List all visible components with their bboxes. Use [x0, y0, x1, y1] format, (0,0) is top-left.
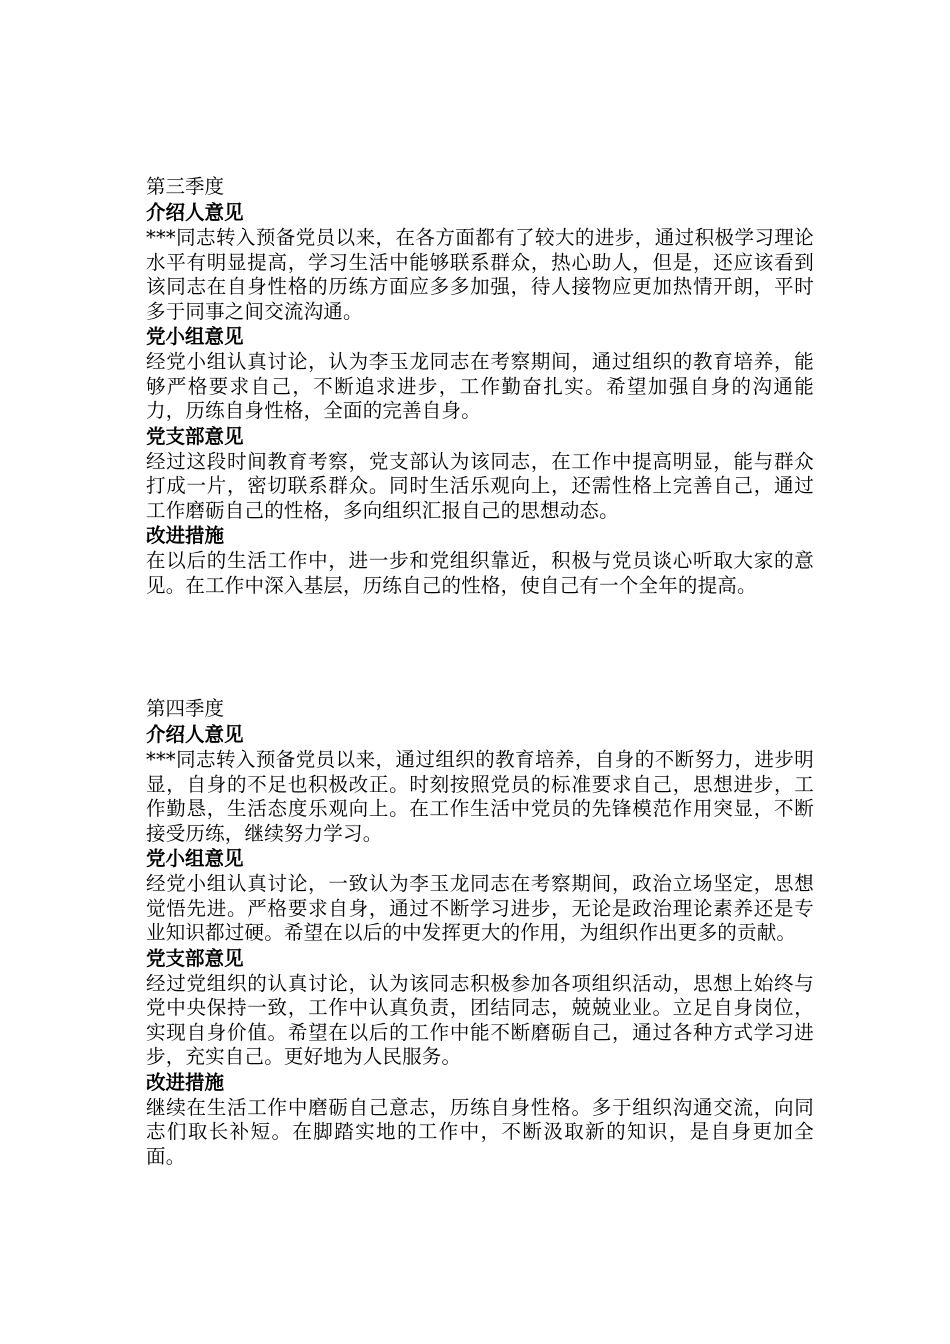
section-text-introducer: ***同志转入预备党员以来，在各方面都有了较大的进步，通过积极学习理论水平有明显提高，学习生活中能够联系群众，热心助人，但是，还应该看到该同志在自身性格的历练方面应多多加强，待人接物应更加热情开朗，平时多于同事之间交流沟通。 — [146, 226, 814, 323]
quarter-title: 第四季度 — [146, 697, 225, 720]
section-text-improvement: 在以后的生活工作中，进一步和党组织靠近，积极与党员谈心听取大家的意见。在工作中深入基层，历练自己的性格，使自己有一个全年的提高。 — [146, 549, 814, 597]
section-text-party-branch: 经过这段时间教育考察，党支部认为该同志，在工作中提高明显，能与群众打成一片，密切联系群众。同时生活乐观向上，还需性格上完善自己，通过工作磨砺自己的性格，多向组织汇报自己的思想动态。 — [146, 449, 814, 522]
section-text-party-group: 经党小组认真讨论，认为李玉龙同志在考察期间，通过组织的教育培养，能够严格要求自己，不断追求进步，工作勤奋扎实。希望加强自身的沟通能力，历练自身性格，全面的完善自身。 — [146, 350, 814, 422]
section-heading-introducer: 介绍人意见 — [146, 201, 244, 224]
section-heading-party-branch: 党支部意见 — [146, 424, 244, 448]
section-text-party-branch: 经过党组织的认真讨论，认为该同志积极参加各项组织活动，思想上始终与党中央保持一致，工作中认真负责，团结同志，兢兢业业。立足自身岗位，实现自身价值。希望在以后的工作中能不断磨砺自己，通过各种方式学习进步，充实自己。更好地为人民服务。 — [146, 971, 814, 1068]
document-page — [146, 174, 814, 1169]
quarter-section-4 — [146, 696, 814, 1169]
quarter-title: 第三季度 — [146, 175, 225, 198]
section-heading-introducer: 介绍人意见 — [146, 723, 244, 746]
section-heading-improvement: 改进措施 — [146, 524, 225, 547]
section-text-improvement: 继续在生活工作中磨砺自己意志，历练自身性格。多于组织沟通交流，向同志们取长补短。在脚踏实地的工作中，不断汲取新的知识，是自身更加全面。 — [146, 1095, 814, 1168]
section-spacer — [146, 598, 814, 696]
section-text-introducer: ***同志转入预备党员以来，通过组织的教育培养，自身的不断努力，进步明显，自身的不足也积极改正。时刻按照党员的标准要求自己，思想进步，工作勤恳，生活态度乐观向上。在工作生活中党员的先锋模范作用突显，不断接受历练，继续努力学习。 — [146, 748, 814, 845]
section-heading-improvement: 改进措施 — [146, 1070, 225, 1094]
section-heading-party-group: 党小组意见 — [146, 847, 244, 870]
section-text-party-group: 经党小组认真讨论，一致认为李玉龙同志在考察期间，政治立场坚定，思想觉悟先进。严格要求自身，通过不断学习进步，无论是政治理论素养还是专业知识都过硬。希望在以后的中发挥更大的作用，为组织作出更多的贡献。 — [146, 872, 814, 944]
quarter-section-3 — [146, 174, 814, 598]
section-heading-party-group: 党小组意见 — [146, 325, 244, 348]
section-heading-party-branch: 党支部意见 — [146, 946, 244, 970]
